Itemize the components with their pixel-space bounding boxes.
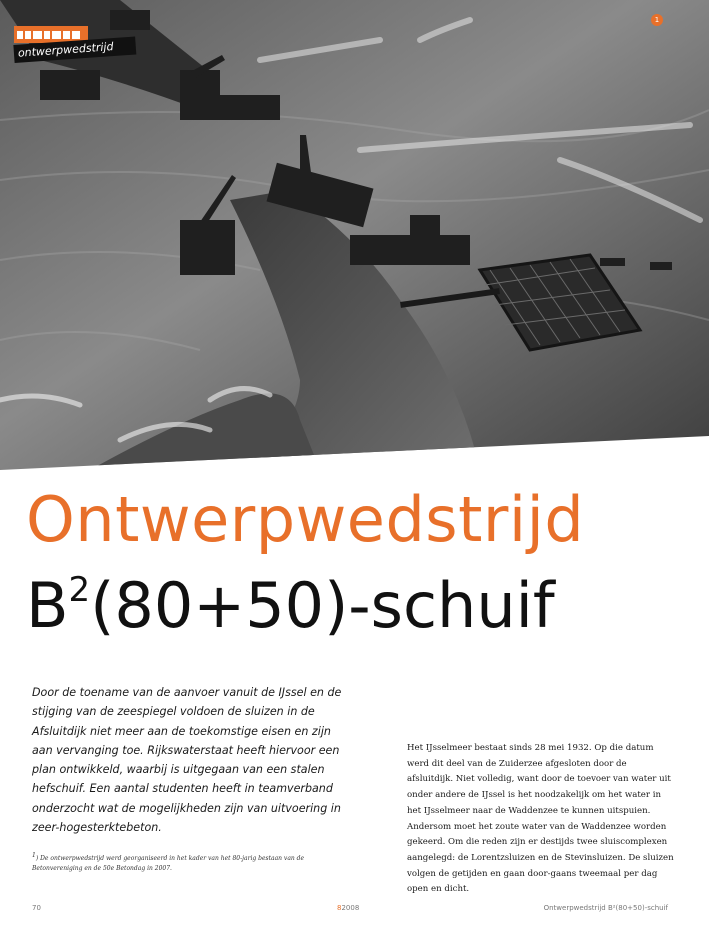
- page-title: Ontwerpwedstrijd: [26, 483, 585, 556]
- intro-paragraph: Door de toename van de aanvoer vanuit de IJssel en de stijging van de zeespiegel voldoen de sluizen in de Afsluitdijk niet meer aan de toekomstige eisen en zijn aan vervanging toe. Rijkswaterstaat heeft hiervoor een plan ontwikkeld, waarbij is uitgegaan van een stalen hefschuif. Een aantal studenten heeft in teamverband onderzocht wat de mogelijkheden zijn van uitvoering in zeer-hogesterktebeton.: [32, 686, 342, 835]
- section-label: ontwerpwedstrijd: [13, 37, 136, 63]
- footnote-text: De ontwerpwedstrijd werd georganiseerd in het kader van het 80-jarig bestaan van de Betonvereniging en de 50e Betondag in 2007.: [32, 855, 305, 872]
- footnote: 1) De ontwerpwedstrijd werd georganiseerd in het kader van het 80-jarig bestaan van de Betonvereniging en de 50e Betondag in 2007.: [32, 852, 305, 872]
- subtitle-rest: (80+50)-schuif: [90, 569, 555, 642]
- issue-number-accent: 8: [337, 904, 342, 912]
- issue-number: [337, 904, 359, 912]
- subtitle-superscript: 2: [68, 570, 91, 610]
- subtitle-base: B: [26, 569, 69, 642]
- page-subtitle: [26, 568, 555, 644]
- footnote-mark: 1: [32, 852, 36, 859]
- running-title: Ontwerpwedstrijd B²(80+50)-schuif: [543, 904, 668, 912]
- footnote-badge: 1: [651, 14, 663, 26]
- page-number: 70: [32, 904, 41, 912]
- body-paragraph: Het IJsselmeer bestaat sinds 28 mei 1932. Op die datum werd dit deel van de Zuiderzee afgesloten door de afsluitdijk. Niet volledig, want door de toevoer van water uit onder andere de IJssel is het noodzakelijk om het water in het IJsselmeer naar de Waddenzee te kunnen uitspuien. Andersom moet het zoute water van de Waddenzee worden gekeerd. Om die reden zijn er destijds twee sluiscomplexen aangelegd: de Lorentzsluizen en de Stevinsluizen. De sluizen volgen de getijden en gaan door-gaans tweemaal per dag open en dicht.: [407, 743, 674, 895]
- issue-year: 2008: [341, 904, 360, 912]
